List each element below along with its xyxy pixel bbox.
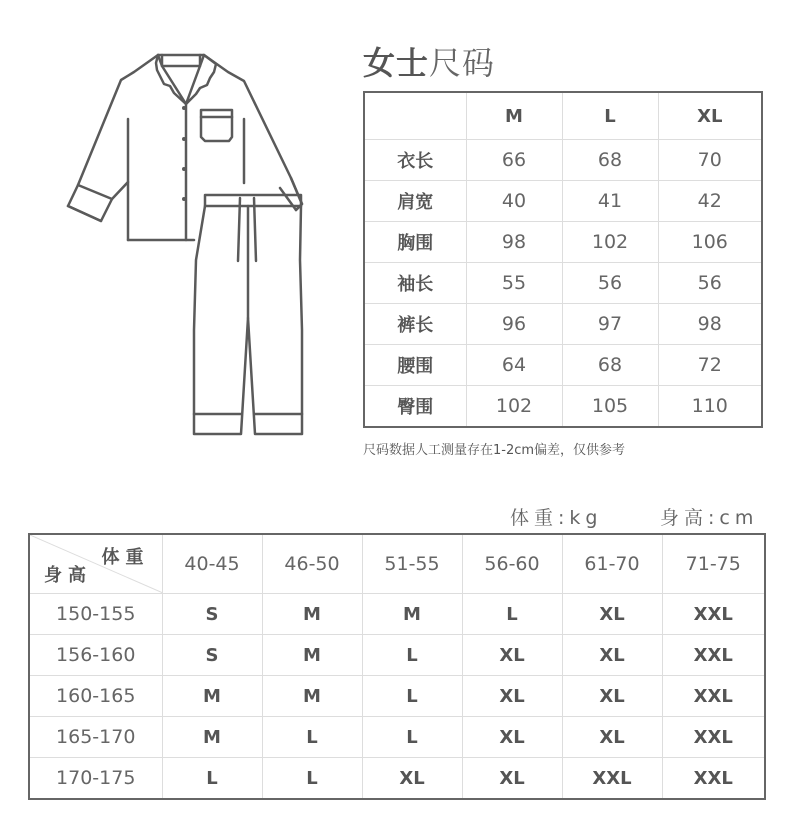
row-label: 腰围 <box>364 345 466 386</box>
weight-header: 体重 <box>101 547 150 568</box>
value-cell: 98 <box>658 304 762 345</box>
value-cell: 66 <box>466 140 562 181</box>
measurement-note: 尺码数据人工测量存在1-2cm偏差，仅供参考 <box>363 443 626 458</box>
size-cell: XL <box>462 758 562 800</box>
size-cell: M <box>262 635 362 676</box>
size-cell: XL <box>462 676 562 717</box>
table-row <box>29 717 765 758</box>
size-cell: XXL <box>662 758 765 800</box>
table-row <box>364 345 762 386</box>
value-cell: 64 <box>466 345 562 386</box>
value-cell: 98 <box>466 222 562 263</box>
value-cell: 40 <box>466 181 562 222</box>
weight-range-cell: 40-45 <box>162 534 262 594</box>
value-cell: 55 <box>466 263 562 304</box>
size-cell: L <box>462 594 562 635</box>
table-header-row <box>29 534 765 594</box>
value-cell: 105 <box>562 386 658 428</box>
row-label: 衣长 <box>364 140 466 181</box>
value-cell: 41 <box>562 181 658 222</box>
weight-range-cell: 56-60 <box>462 534 562 594</box>
value-cell: 56 <box>562 263 658 304</box>
value-cell: 102 <box>562 222 658 263</box>
size-cell: M <box>362 594 462 635</box>
size-cell: XXL <box>662 635 765 676</box>
value-cell: 42 <box>658 181 762 222</box>
height-range-cell: 150-155 <box>29 594 162 635</box>
page-title <box>363 38 495 84</box>
header-cell: L <box>562 92 658 140</box>
size-cell: L <box>362 635 462 676</box>
table-header-row <box>364 92 762 140</box>
title-bold: 女士 <box>363 44 430 82</box>
height-range-cell: 165-170 <box>29 717 162 758</box>
size-chart-table <box>28 533 766 800</box>
row-label: 裤长 <box>364 304 466 345</box>
height-header: 身高 <box>44 565 92 586</box>
size-cell: L <box>362 676 462 717</box>
header-cell <box>364 92 466 140</box>
row-label: 臀围 <box>364 386 466 428</box>
header-cell: XL <box>658 92 762 140</box>
row-label: 肩宽 <box>364 181 466 222</box>
size-cell: L <box>262 717 362 758</box>
size-cell: M <box>162 717 262 758</box>
table-row <box>364 263 762 304</box>
size-cell: M <box>262 676 362 717</box>
corner-cell <box>29 534 162 594</box>
height-range-cell: 160-165 <box>29 676 162 717</box>
weight-range-cell: 46-50 <box>262 534 362 594</box>
value-cell: 72 <box>658 345 762 386</box>
size-cell: L <box>262 758 362 800</box>
table-row <box>364 140 762 181</box>
value-cell: 110 <box>658 386 762 428</box>
size-cell: XL <box>462 635 562 676</box>
weight-range-cell: 71-75 <box>662 534 765 594</box>
value-cell: 56 <box>658 263 762 304</box>
size-cell: L <box>162 758 262 800</box>
row-label: 胸围 <box>364 222 466 263</box>
row-label: 袖长 <box>364 263 466 304</box>
weight-range-cell: 51-55 <box>362 534 462 594</box>
height-range-cell: 156-160 <box>29 635 162 676</box>
size-cell: XL <box>562 717 662 758</box>
title-light: 尺码 <box>429 44 496 82</box>
value-cell: 70 <box>658 140 762 181</box>
size-cell: S <box>162 635 262 676</box>
value-cell: 106 <box>658 222 762 263</box>
table-row <box>29 594 765 635</box>
table-row <box>29 758 765 800</box>
table-row <box>364 386 762 428</box>
size-cell: M <box>262 594 362 635</box>
weight-unit-label: 体重:kg <box>510 507 603 529</box>
size-cell: XL <box>562 676 662 717</box>
table-row <box>29 676 765 717</box>
table-row <box>364 181 762 222</box>
measurement-table <box>363 91 763 428</box>
table-row <box>364 304 762 345</box>
height-unit-label: 身高:cm <box>660 507 759 529</box>
size-cell: XXL <box>562 758 662 800</box>
table-row <box>364 222 762 263</box>
size-cell: XL <box>462 717 562 758</box>
size-cell: XXL <box>662 676 765 717</box>
size-cell: XXL <box>662 717 765 758</box>
table-row <box>29 635 765 676</box>
size-cell: M <box>162 676 262 717</box>
size-cell: L <box>362 717 462 758</box>
value-cell: 97 <box>562 304 658 345</box>
value-cell: 96 <box>466 304 562 345</box>
size-cell: S <box>162 594 262 635</box>
value-cell: 102 <box>466 386 562 428</box>
size-cell: XL <box>562 635 662 676</box>
value-cell: 68 <box>562 345 658 386</box>
size-cell: XL <box>362 758 462 800</box>
size-cell: XL <box>562 594 662 635</box>
header-cell: M <box>466 92 562 140</box>
weight-range-cell: 61-70 <box>562 534 662 594</box>
value-cell: 68 <box>562 140 658 181</box>
height-range-cell: 170-175 <box>29 758 162 800</box>
pajama-set-icon <box>60 50 320 450</box>
size-cell: XXL <box>662 594 765 635</box>
